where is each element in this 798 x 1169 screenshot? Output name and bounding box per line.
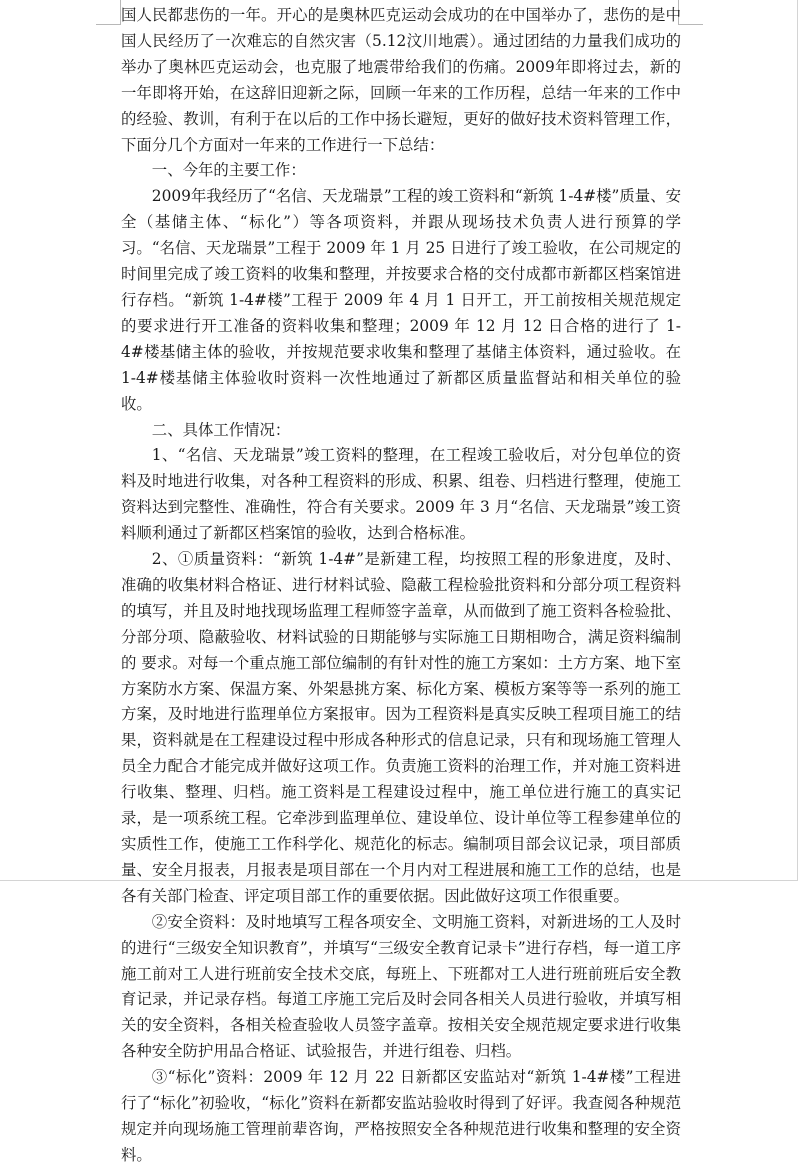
crop-mark-top-left [96, 0, 121, 25]
paragraph-safety-docs: ②安全资料：及时地填写工程各项安全、文明施工资料，对新进场的工人及时的进行“三级安全知识教育”，并填写“三级安全教育记录卡”进行存档，每一道工序施工前对工人进行班前安全技术交底，每班上、下班都对工人进行班前班后安全教育记录，并记录存档。每道工序施工完后及时会同各相关人员进行验收，并填写相关的安全资料，各相关检查验收人员签字盖章。按相关安全规范规定要求进行收集各种安全防护用品合格证、试验报告，并进行组卷、归档。 [121, 912, 681, 1061]
paragraph-completion-docs: 1、“名信、天龙瑞景”竣工资料的整理，在工程竣工验收后，对分包单位的资料及时地进行收集，对各种工程资料的形成、积累、组卷、归档进行整理，使施工资料达到完整性、准确性，符合有关要求。2009 年 3 月“名信、天龙瑞景”竣工资料顺利通过了新都区档案馆的验收，达到合格标准。 [121, 446, 681, 543]
section-heading-main-work: 一、今年的主要工作： [151, 161, 306, 180]
crop-mark-top-right [678, 0, 703, 25]
paragraph-intro: 国人民都悲伤的一年。开心的是奥林匹克运动会成功的在中国举办了，悲伤的是中国人民经历了一次难忘的自然灾害（5.12汶川地震）。通过团结的力量我们成功的举办了奥林匹克运动会，也克服了地震带给我们的伤痛。2009年即将过去，新的一年即将开始，在这辞旧迎新之际，回顾一年来的工作历程，总结一年来的工作中的经验、教训，有利于在以后的工作中扬长避短，更好的做好技术资料管理工作，下面分几个方面对一年来的工作进行一下总结： [121, 6, 681, 154]
paragraph-main-work: 2009年我经历了“名信、天龙瑞景”工程的竣工资料和“新筑 1-4#楼”质量、安全（基储主体、“标化”）等各项资料，并跟从现场技术负责人进行预算的学习。“名信、天龙瑞景”工程于 2009 年 1 月 25 日进行了竣工验收，在公司规定的时间里完成了竣工资料的收集和整理，并按要求合格的交付成都市新都区档案馆进行存档。“新筑 1-4#楼”工程于 2009 年 4 月 1 日开工，开工前按相关规范规定的要求进行开工准备的资料收集和整理；2009 年 12 月 12 日合格的进行了 1-4#楼基储主体的验收，并按规范要求收集和整理了基储主体资料，通过验收。在 1-4#楼基储主体验收时资料一次性地通过了新都区质量监督站和相关单位的验收。 [121, 187, 681, 413]
document-body [121, 3, 681, 1169]
paragraph-quality-docs: 2、①质量资料：“新筑 1-4#”是新建工程，均按照工程的形象进度，及时、准确的收集材料合格证、进行材料试验、隐蔽工程检验批资料和分部分项工程资料的填写，并且及时地找现场监理工程师签字盖章，从而做到了施工资料各检验批、分部分项、隐蔽验收、材料试验的日期能够与实际施工日期相吻合，满足资料编制的 要求。对每一个重点施工部位编制的有针对性的施工方案如：土方方案、地下室方案防水方案、保温方案、外架悬挑方案、标化方案、模板方案等等一系列的施工方案，及时地进行监理单位方案报审。因为工程资料是真实反映工程项目施工的结果，资料就是在工程建设过程中形成各种形式的信息记录，只有和现场施工管理人员全力配合才能完成并做好这项工作。负责施工资料的治理工作，并对施工资料进行收集、整理、归档。施工资料是工程建设过程中，施工单位进行施工的真实记录，是一项系统工程。它牵涉到监理单位、建设单位、设计单位等工程参建单位的实质性工作，使施工工作科学化、规范化的标志。编制项目部会议记录，项目部质量、安全月报表，月报表是项目部在一个月内对工程进展和施工工作的总结，也是各有关部门检查、评定项目部工作的重要依据。因此做好这项工作很重要。 [121, 550, 681, 905]
paragraph-standardization-docs: ③“标化”资料：2009 年 12 月 22 日新都区安监站对“新筑 1-4#楼”工程进行了“标化”初验收，“标化”资料在新都安监站验收时得到了好评。我查阅各种规范规定并向现场施工管理前辈咨询，严格按照安全各种规范进行收集和整理的安全资料。 [121, 1068, 681, 1164]
section-heading-details: 二、具体工作情况： [151, 420, 291, 439]
